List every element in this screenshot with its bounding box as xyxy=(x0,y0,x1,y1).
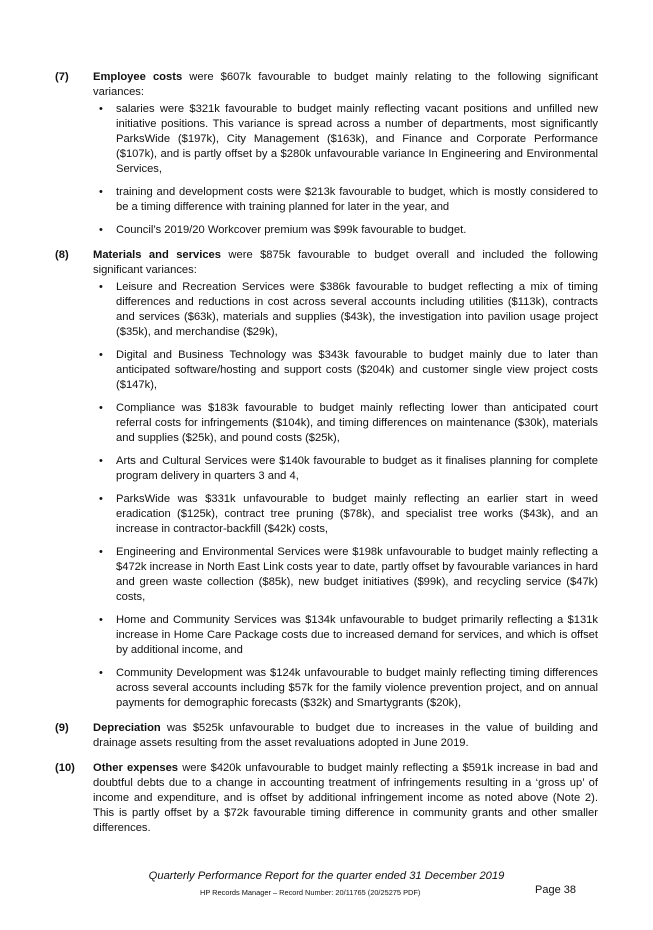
note-item xyxy=(55,70,598,238)
note-heading: Other expenses xyxy=(93,762,179,774)
bullet-text: Digital and Business Technology was $343k favourable to budget mainly due to later than anticipated software/hosting and support costs ($204k) and customer single view project costs ($147k), xyxy=(116,349,598,391)
notes-container xyxy=(55,70,598,846)
note-paragraph xyxy=(93,761,598,836)
note-heading: Employee costs xyxy=(93,71,183,83)
bullet-item xyxy=(93,280,598,340)
note-item xyxy=(55,761,598,836)
bullet-item xyxy=(93,185,598,215)
bullet-list xyxy=(93,102,598,238)
note-intro: was $525k unfavourable to budget due to increases in the value of building and drainage assets resulting from the asset revaluations adopted in June 2019. xyxy=(93,722,598,749)
note-number: (8) xyxy=(55,249,69,261)
bullet-text: Council’s 2019/20 Workcover premium was $99k favourable to budget. xyxy=(116,224,467,236)
bullet-item xyxy=(93,454,598,484)
bullet-icon: • xyxy=(99,224,103,236)
bullet-icon: • xyxy=(99,493,103,505)
bullet-item xyxy=(93,545,598,605)
note-intro: were $607k favourable to budget mainly relating to the following significant variances: xyxy=(93,71,598,98)
bullet-text: ParksWide was $331k unfavourable to budget mainly reflecting an earlier start in weed eradication ($125k), contract tree pruning ($78k), and specialist tree works ($43k), and an increase in contractor-backfill ($42k) costs, xyxy=(116,493,598,535)
bullet-text: Compliance was $183k favourable to budget mainly reflecting lower than anticipated court referral costs for infringements ($104k), and timing differences on maintenance ($30k), materials and supplies ($25k), and pound costs ($25k), xyxy=(116,402,598,444)
note-item xyxy=(55,721,598,751)
bullet-icon: • xyxy=(99,402,103,414)
bullet-icon: • xyxy=(99,349,103,361)
bullet-item xyxy=(93,613,598,658)
note-number: (9) xyxy=(55,722,69,734)
note-number: (7) xyxy=(55,71,69,83)
footer-record-number: HP Records Manager – Record Number: 20/11765 (20/25275 PDF) xyxy=(200,888,421,897)
note-intro: were $875k favourable to budget overall and included the following significant variances: xyxy=(93,249,598,276)
bullet-icon: • xyxy=(99,103,103,115)
bullet-item xyxy=(93,666,598,711)
note-number: (10) xyxy=(55,762,75,774)
bullet-text: Leisure and Recreation Services were $386k favourable to budget reflecting a mix of timing differences and reductions in cost across several accounts including utilities ($113k), contracts and services ($63k), materials and supplies ($43k), the investigation into pavilion usage project ($35k), and merchandise ($29k), xyxy=(116,281,598,338)
bullet-text: Engineering and Environmental Services were $198k unfavourable to budget mainly reflecting a $472k increase in North East Link costs year to date, partly offset by favourable variances in hard and green waste collection ($85k), new budget initiatives ($99k), and recycling service ($47k) costs, xyxy=(116,546,598,603)
note-item xyxy=(55,248,598,711)
bullet-text: Home and Community Services was $134k unfavourable to budget primarily reflecting a $131k increase in Home Care Package costs due to increased demand for services, and which is offset by additional income, and xyxy=(116,614,598,656)
bullet-text: Arts and Cultural Services were $140k favourable to budget as it finalises planning for complete program delivery in quarters 3 and 4, xyxy=(116,455,598,482)
note-paragraph xyxy=(93,248,598,278)
bullet-icon: • xyxy=(99,281,103,293)
bullet-icon: • xyxy=(99,455,103,467)
bullet-list xyxy=(93,280,598,711)
bullet-icon: • xyxy=(99,614,103,626)
bullet-item xyxy=(93,492,598,537)
bullet-item xyxy=(93,223,598,238)
note-paragraph xyxy=(93,70,598,100)
bullet-icon: • xyxy=(99,667,103,679)
bullet-item xyxy=(93,348,598,393)
bullet-text: Community Development was $124k unfavourable to budget mainly reflecting timing differences across several accounts including $57k for the family violence prevention project, and on annual payments for demographic forecasts ($32k) and Smartygrants ($20k), xyxy=(116,667,598,709)
page-number: Page 38 xyxy=(535,884,576,896)
footer-report-title: Quarterly Performance Report for the quarter ended 31 December 2019 xyxy=(148,870,505,882)
bullet-item xyxy=(93,401,598,446)
note-intro: were $420k unfavourable to budget mainly reflecting a $591k increase in bad and doubtful debts due to a change in accounting treatment of infringements resulting in a ‘gross up’ of income and expenditure, and is offset by additional infringement income as noted above (Note 2). This is partly offset by a $72k favourable timing difference in community grants and other smaller differences. xyxy=(93,762,598,834)
note-heading: Depreciation xyxy=(93,722,161,734)
note-paragraph xyxy=(93,721,598,751)
note-heading: Materials and services xyxy=(93,249,222,261)
bullet-icon: • xyxy=(99,546,103,558)
bullet-item xyxy=(93,102,598,177)
bullet-icon: • xyxy=(99,186,103,198)
bullet-text: training and development costs were $213k favourable to budget, which is mostly considered to be a timing difference with training planned for later in the year, and xyxy=(116,186,598,213)
bullet-text: salaries were $321k favourable to budget mainly reflecting vacant positions and unfilled new initiative positions. This variance is spread across a number of departments, most significantly ParksWide ($197k), City Management ($163k), and Finance and Corporate Performance ($107k), and is partly offset by a $280k unfavourable variance In Engineering and Environmental Services, xyxy=(116,103,598,175)
